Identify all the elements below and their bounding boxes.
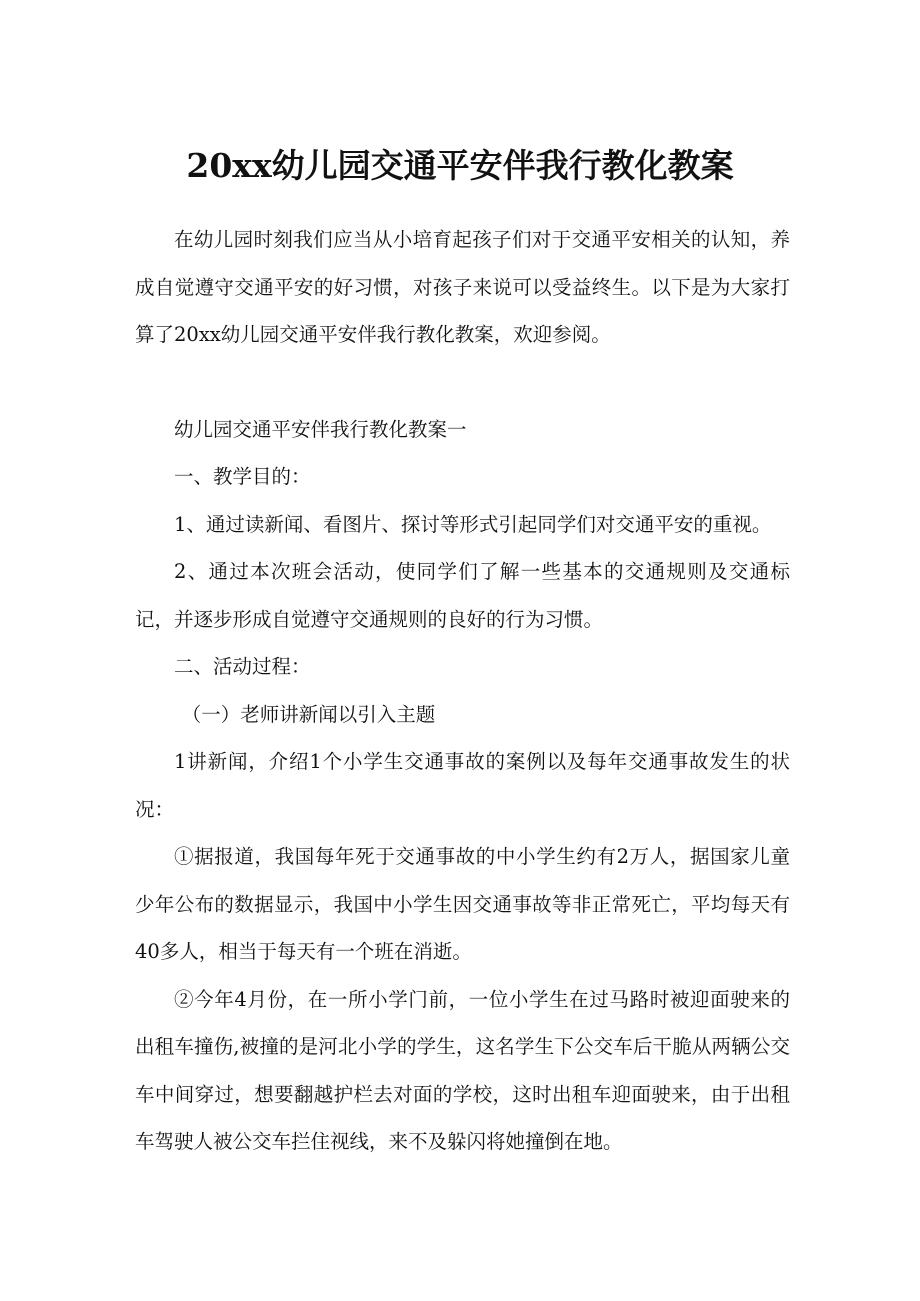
goal-item-2: 2、通过本次班会活动，使同学们了解一些基本的交通规则及交通标记，并逐步形成自觉遵守交通规则的良好的行为习惯。	[135, 560, 790, 631]
document-title: 20xx幼儿园交通平安伴我行教化教案	[186, 146, 734, 185]
section-title: 幼儿园交通平安伴我行教化教案一	[174, 417, 467, 441]
goal-item-1: 1、通过读新闻、看图片、探讨等形式引起同学们对交通平安的重视。	[174, 512, 772, 536]
process-subheading: （一）老师讲新闻以引入主题	[181, 702, 436, 726]
news-intro-paragraph: 1讲新闻，介绍1个小学生交通事故的案例以及每年交通事故发生的状况：	[135, 750, 790, 821]
news-paragraph-2: ②今年4月份，在一所小学门前，一位小学生在过马路时被迎面驶来的出租车撞伤,被撞的是河北小学的学生，这名学生下公交车后干脆从两辆公交车中间穿过，想要翻越护栏去对面的学校，这时出租车迎面驶来，由于出租车驾驶人被公交车拦住视线，来不及躲闪将她撞倒在地。	[135, 987, 790, 1153]
document-body	[135, 216, 790, 1166]
intro-paragraph: 在幼儿园时刻我们应当从小培育起孩子们对于交通平安相关的认知，养成自觉遵守交通平安的好习惯，对孩子来说可以受益终生。以下是为大家打算了20xx幼儿园交通平安伴我行教化教案，欢迎参阅。	[135, 228, 790, 346]
process-heading: 二、活动过程：	[174, 655, 311, 678]
goal-heading: 一、教学目的：	[174, 465, 311, 488]
news-paragraph-1: ①据报道，我国每年死于交通事故的中小学生约有2万人，据国家儿童少年公布的数据显示，我国中小学生因交通事故等非正常死亡，平均每天有40多人，相当于每天有一个班在消逝。	[135, 845, 790, 963]
